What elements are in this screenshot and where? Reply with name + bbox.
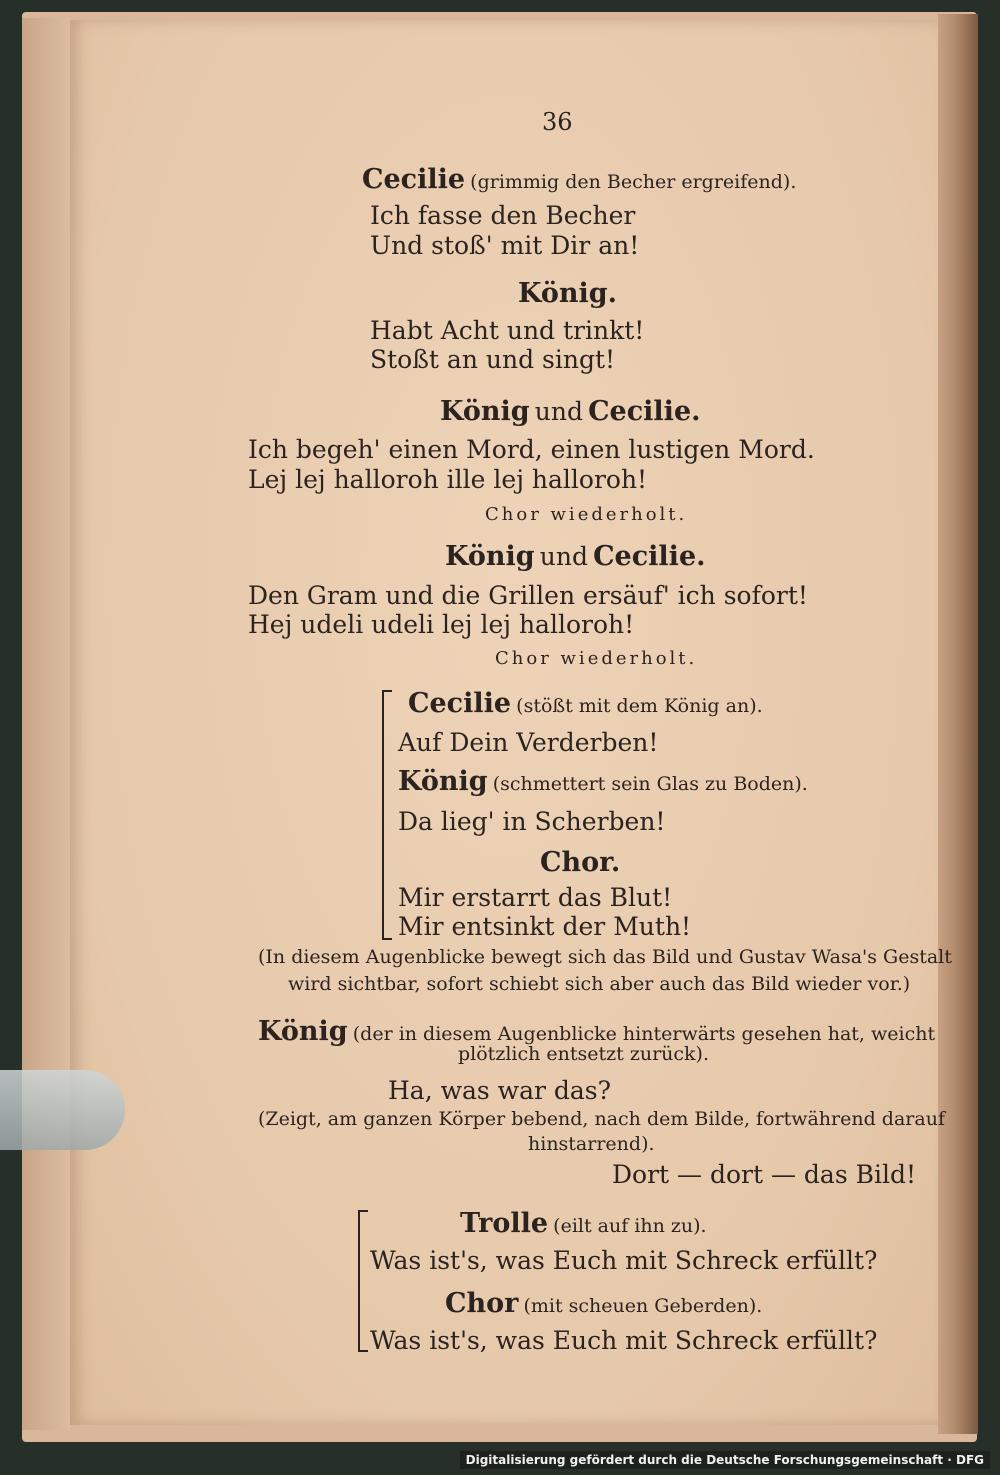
speaker-heading bbox=[445, 543, 706, 570]
stage-direction: (eilt auf ihn zu). bbox=[553, 1215, 707, 1237]
book-spine bbox=[938, 14, 978, 1434]
speaker: König bbox=[258, 1016, 348, 1047]
conjunction: und bbox=[534, 397, 583, 426]
stage-direction: hinstarrend). bbox=[528, 1133, 655, 1155]
speaker: König bbox=[440, 396, 530, 427]
verse-line: Hej udeli udeli lej lej halloroh! bbox=[248, 610, 635, 639]
speaker: König bbox=[398, 766, 488, 797]
speaker-line bbox=[408, 690, 763, 717]
page-number: 36 bbox=[542, 108, 573, 136]
speaker: Trolle bbox=[460, 1208, 549, 1239]
brace-group-1 bbox=[382, 690, 384, 940]
page-clip-tab bbox=[0, 1070, 125, 1150]
line-1 bbox=[362, 166, 796, 193]
stage-direction: (schmettert sein Glas zu Boden). bbox=[492, 773, 808, 795]
stage-direction: (grimmig den Becher ergreifend). bbox=[470, 171, 797, 193]
verse-line: Da lieg' in Scherben! bbox=[398, 807, 666, 836]
verse-line: Auf Dein Verderben! bbox=[398, 728, 659, 757]
speaker: Cecilie. bbox=[588, 396, 701, 427]
verse-line: Und stoß' mit Dir an! bbox=[370, 231, 640, 260]
speaker: König bbox=[445, 541, 535, 572]
verse-line: Stoßt an und singt! bbox=[370, 345, 616, 374]
speaker-line bbox=[445, 1290, 762, 1317]
speaker-line bbox=[398, 768, 808, 795]
speaker-heading bbox=[440, 398, 701, 425]
stage-direction: (der in diesem Augenblicke hinterwärts gesehen hat, weicht bbox=[352, 1023, 936, 1045]
chorus-note: Chor wiederholt. bbox=[495, 648, 698, 669]
stage-direction: (Zeigt, am ganzen Körper bebend, nach dem Bilde, fortwährend darauf bbox=[258, 1108, 945, 1130]
verse-line: Mir erstarrt das Blut! bbox=[398, 883, 673, 912]
verse-line: Ich fasse den Becher bbox=[370, 201, 636, 230]
speaker-line bbox=[460, 1210, 707, 1237]
verse-line: Habt Acht und trinkt! bbox=[370, 316, 645, 345]
stage-direction: wird sichtbar, sofort schiebt sich aber auch das Bild wieder vor.) bbox=[288, 973, 911, 995]
verse-line: Lej lej halloroh ille lej halloroh! bbox=[248, 465, 648, 494]
stage-direction: plötzlich entsetzt zurück). bbox=[458, 1043, 709, 1065]
speaker: Chor bbox=[445, 1288, 519, 1319]
verse-line: Was ist's, was Euch mit Schreck erfüllt? bbox=[370, 1246, 878, 1275]
verse-line: Ha, was war das? bbox=[388, 1076, 612, 1105]
speaker-heading: Chor. bbox=[540, 847, 621, 878]
speaker-line bbox=[258, 1018, 935, 1045]
speaker-heading: König. bbox=[518, 278, 618, 309]
stage-direction: (mit scheuen Geberden). bbox=[523, 1295, 763, 1317]
speaker: Cecilie bbox=[408, 688, 512, 719]
stage-direction: (stößt mit dem König an). bbox=[516, 695, 763, 717]
speaker: Cecilie. bbox=[593, 541, 706, 572]
verse-line: Mir entsinkt der Muth! bbox=[398, 912, 692, 941]
verse-line: Dort — dort — das Bild! bbox=[612, 1160, 917, 1189]
verse-line: Ich begeh' einen Mord, einen lustigen Mord. bbox=[248, 435, 815, 464]
stage-direction: (In diesem Augenblicke bewegt sich das Bild und Gustav Wasa's Gestalt bbox=[258, 946, 952, 968]
verse-line: Den Gram und die Grillen ersäuf' ich sofort! bbox=[248, 581, 808, 610]
brace-group-2 bbox=[358, 1210, 360, 1352]
verse-line: Was ist's, was Euch mit Schreck erfüllt? bbox=[370, 1326, 878, 1355]
speaker: Cecilie bbox=[362, 164, 466, 195]
chorus-note: Chor wiederholt. bbox=[485, 504, 688, 525]
dfg-footer: Digitalisierung gefördert durch die Deutsche Forschungsgemeinschaft · DFG bbox=[460, 1451, 990, 1469]
left-page-stack bbox=[22, 18, 70, 1430]
conjunction: und bbox=[539, 542, 588, 571]
